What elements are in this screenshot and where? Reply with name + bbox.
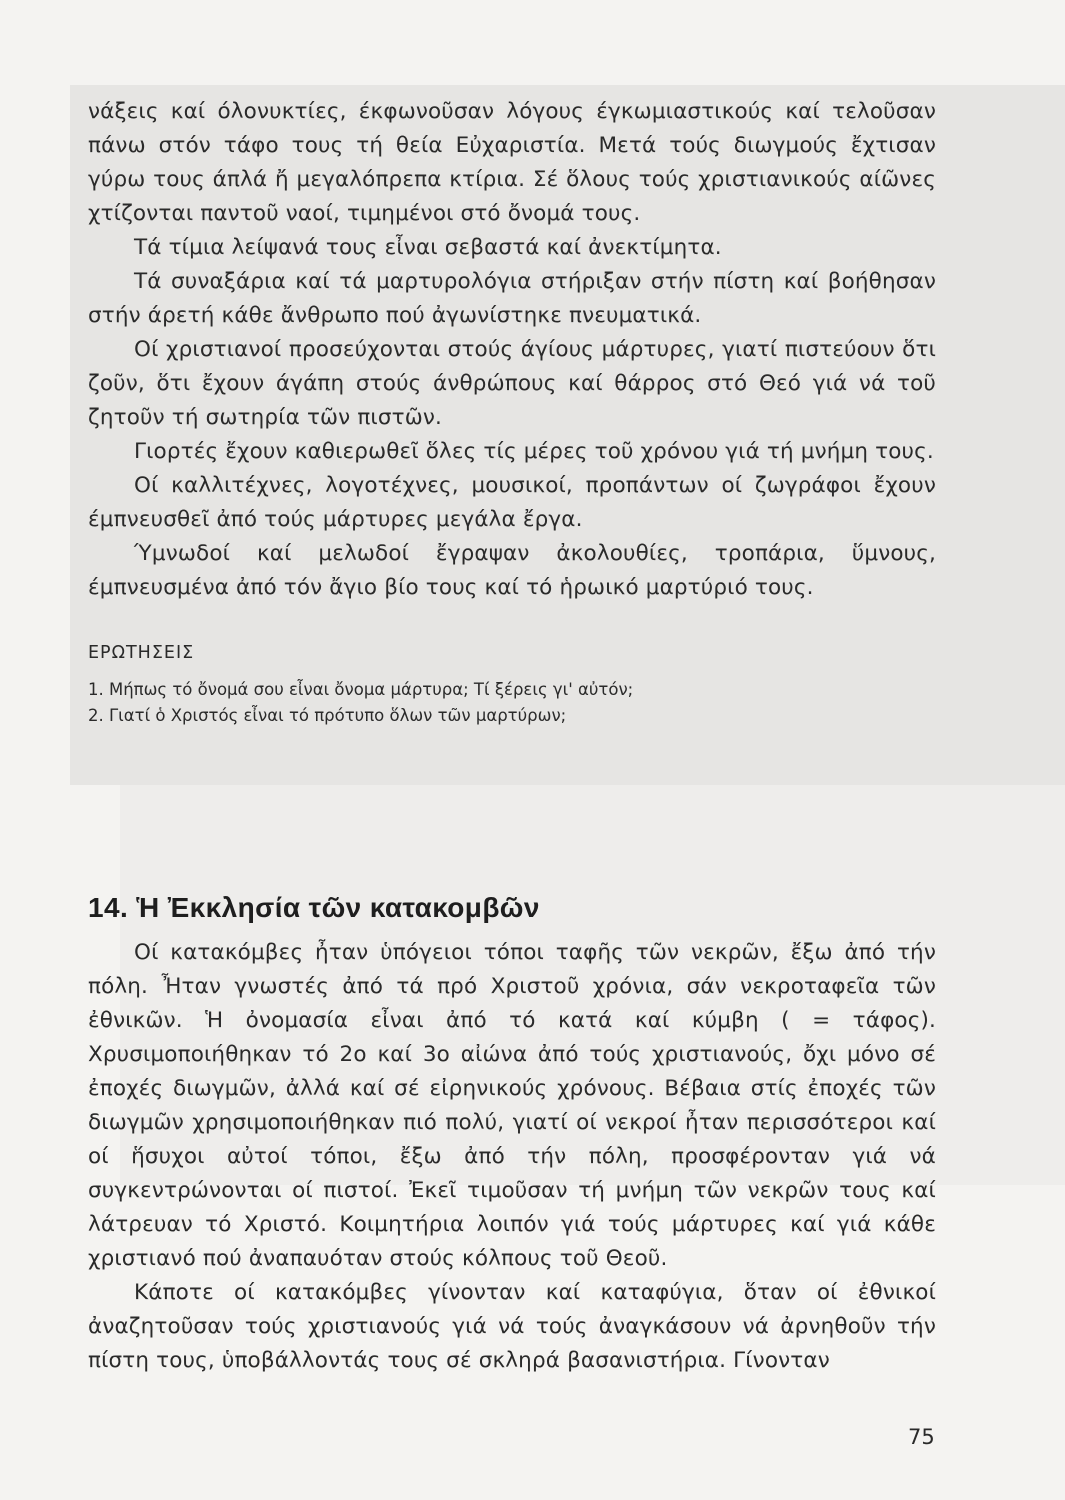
chapter-title: 14. Ἡ Ἐκκλησία τῶν κατακομβῶν [88,892,540,923]
question-item: 2. Γιατί ὁ Χριστός εἶναι τό πρότυπο ὅλων τῶν μαρτύρων; [88,706,567,725]
paragraph: Γιορτές ἔχουν καθιερωθεῖ ὅλες τίς μέρες τοῦ χρόνου γιά τή μνήμη τους. [134,439,934,464]
paragraph: Οί καλλιτέχνες, λογοτέχνες, μουσικοί, προπάντων οί ζωγράφοι ἔχουν έμπνευσθεῖ ἀπό τούς μάρτυρες μεγάλα ἔργα. [88,473,936,532]
questions-heading: ΕΡΩΤΗΣΕΙΣ [88,643,195,663]
paragraph: Κάποτε οί κατακόμβες γίνονταν καί καταφύγια, ὅταν οί ἐθνικοί ἀναζητοῦσαν τούς χριστιανούς γιά νά τούς ἀναγκάσουν νά ἀρνηθοῦν τήν πίστη τους, ὑποβάλλοντάς τους σέ σκληρά βασανιστήρια. Γίνονταν [88,1280,936,1373]
question-item: 1. Μήπως τό ὄνομά σου εἶναι ὄνομα μάρτυρα; Τί ξέρεις γι' αὐτόν; [88,680,634,699]
paragraph: Τά τίμια λείψανά τους εἶναι σεβαστά καί ἀνεκτίμητα. [134,235,722,260]
paragraph: Οί κατακόμβες ἦταν ὑπόγειοι τόποι ταφῆς τῶν νεκρῶν, ἔξω ἀπό τήν πόλη. Ἦταν γνωστές ἀπό τά πρό Χριστοῦ χρόνια, σάν νεκροταφεῖα τῶν ἐθνικῶν. Ἡ ὀνομασία εἶναι ἀπό τό κατά καί κύμβη ( = τάφος). Χρυσιμοποιήθηκαν τό 2ο καί 3ο αἰώνα ἀπό τούς χριστιανούς, ὄχι μόνο σέ ἐποχές διωγμῶν, ἀλλά καί σέ εἰρηνικούς χρόνους. Βέβαια στίς ἐποχές τῶν διωγμῶν χρησιμοποιήθηκαν πιό πολύ, γιατί οί νεκροί ἦταν περισσότεροι καί οί ἥσυχοι αὐτοί τόποι, ἔξω ἀπό τήν πόλη, προσφέρονταν γιά νά συγκεντρώνονται οί πιστοί. Ἐκεῖ τιμοῦσαν τή μνήμη τῶν νεκρῶν τους καί λάτρευαν τό Χριστό. Κοιμητήρια λοιπόν γιά τούς μάρτυρες καί γιά κάθε χριστιανό πού ἀναπαυόταν στούς κόλπους τοῦ Θεοῦ. [88,940,936,1271]
paragraph: Οί χριστιανοί προσεύχονται στούς άγίους μάρτυρες, γιατί πιστεύουν ὅτι ζοῦν, ὅτι ἔχουν άγάπη στούς άνθρώπους καί θάρρος στό Θεό γιά νά τοῦ ζητοῦν τή σωτηρία τῶν πιστῶν. [88,337,936,430]
chapter-section [88,892,936,1378]
top-text-block [88,95,936,729]
page-number: 75 [908,1425,935,1449]
paragraph: νάξεις καί όλονυκτίες, έκφωνοῦσαν λόγους έγκωμιαστικούς καί τελοῦσαν πάνω στόν τάφο τους τή θεία Εὐχαριστία. Μετά τούς διωγμούς ἔχτισαν γύρω τους άπλά ἤ μεγαλόπρεπα κτίρια. Σέ ὅλους τούς χριστιανικούς αίῶνες χτίζονται παντοῦ ναοί, τιμημένοι στό ὄνομά τους. [88,99,936,226]
paragraph: Ύμνωδοί καί μελωδοί ἔγραψαν ἀκολουθίες, τροπάρια, ὕμνους, έμπνευσμένα ἀπό τόν ἄγιο βίο τους καί τό ἡρωικό μαρτύριό τους. [88,541,936,600]
paragraph: Τά συναξάρια καί τά μαρτυρολόγια στήριξαν στήν πίστη καί βοήθησαν στήν άρετή κάθε ἄνθρωπο πού ἀγωνίστηκε πνευματικά. [88,269,936,328]
